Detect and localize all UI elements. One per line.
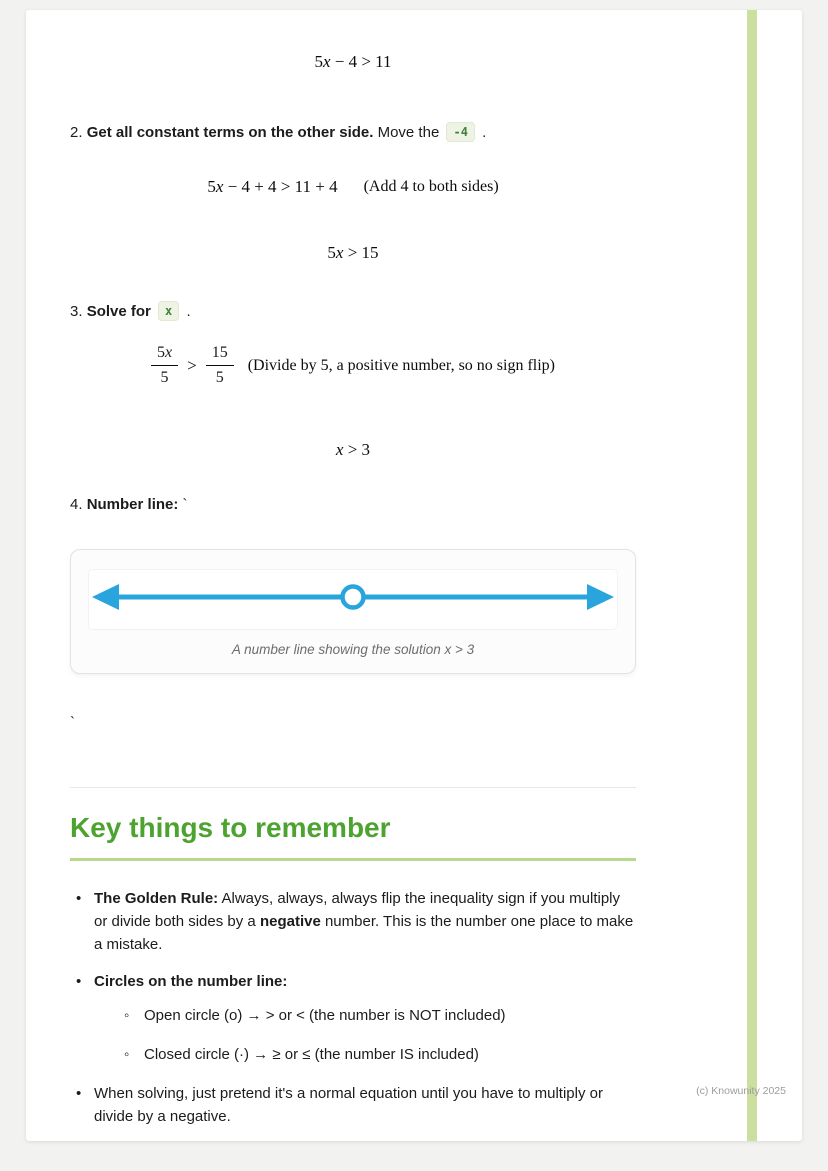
step-number: 2. bbox=[70, 124, 87, 141]
step-number: 4. bbox=[70, 496, 87, 513]
step-4 bbox=[70, 494, 636, 517]
number-line-figure bbox=[89, 570, 617, 629]
green-stripe bbox=[747, 10, 757, 1141]
bullet-text: Open circle (o) → > or < (the number is NOT included) bbox=[144, 1006, 506, 1024]
backtick-character: ` bbox=[182, 496, 188, 513]
circles-sub-list bbox=[122, 1004, 636, 1067]
fraction-numerator: 5x bbox=[151, 343, 178, 366]
equation-initial: 5x − 4 > 11 bbox=[314, 52, 392, 71]
greater-than-sign: > bbox=[187, 355, 197, 375]
fraction-denominator: 5 bbox=[160, 369, 169, 386]
number-line-card bbox=[70, 549, 636, 674]
sub-list-item-closed-circle bbox=[122, 1043, 636, 1066]
equation-add-4-row bbox=[70, 177, 636, 197]
bullet-text: number. This is the number one place to make a mistake. bbox=[94, 912, 634, 953]
document-paper bbox=[26, 10, 802, 1141]
step-text: Move the bbox=[373, 124, 444, 141]
step-text: . bbox=[182, 302, 191, 320]
inline-code-chip: -4 bbox=[446, 122, 474, 142]
bullet-text: Closed circle (·) → ≥ or ≤ (the number IS included) bbox=[144, 1045, 479, 1063]
bullet-text: When solving, just pretend it's a normal equation until you have to multiply or divide by a negative. bbox=[94, 1085, 603, 1126]
bullet-text: Always, always, always flip the inequality sign if you multiply or divide both sides by a bbox=[94, 889, 621, 930]
section-heading: Key things to remember bbox=[70, 811, 391, 843]
equation-simplified: 5x > 15 bbox=[327, 242, 379, 262]
section-divider bbox=[70, 787, 636, 788]
step-2 bbox=[70, 122, 636, 145]
fraction-left bbox=[151, 343, 178, 388]
list-item-golden-rule bbox=[70, 887, 636, 957]
fraction-numerator: 15 bbox=[206, 343, 234, 366]
key-points-list bbox=[70, 887, 636, 1129]
copyright-footer: (c) Knowunity 2025 bbox=[696, 1085, 786, 1097]
left-arrow-icon bbox=[92, 584, 119, 610]
right-arrow-icon bbox=[587, 584, 614, 610]
sub-list-item-open-circle bbox=[122, 1004, 636, 1027]
fraction-right bbox=[206, 343, 234, 388]
document-content bbox=[70, 52, 636, 1129]
math-note: (Divide by 5, a positive number, so no sign flip) bbox=[247, 356, 556, 374]
equation-divide-row bbox=[70, 343, 636, 388]
number-line-caption: A number line showing the solution x > 3 bbox=[231, 641, 475, 657]
step-text: . bbox=[477, 124, 487, 141]
step-3 bbox=[70, 301, 636, 324]
inline-code-chip: x bbox=[158, 301, 179, 321]
list-item-pretend-normal bbox=[70, 1082, 636, 1129]
step-bold-text: Get all constant terms on the other side. bbox=[86, 124, 374, 141]
bullet-bold-text: Circles on the number line: bbox=[94, 973, 288, 991]
heading-underline bbox=[70, 858, 636, 861]
fraction-denominator: 5 bbox=[215, 369, 224, 386]
step-number: 3. bbox=[70, 302, 87, 320]
list-item-circles bbox=[70, 970, 636, 1066]
number-line-svg bbox=[91, 576, 615, 618]
bullet-bold-text: The Golden Rule: bbox=[94, 889, 219, 907]
equation-solution: x > 3 bbox=[335, 440, 371, 459]
step-bold-text: Number line: bbox=[86, 496, 183, 513]
stray-backtick: ` bbox=[70, 713, 75, 731]
bullet-bold-text: negative bbox=[259, 912, 321, 930]
open-circle-marker bbox=[343, 586, 364, 607]
math-expression: 5x − 4 + 4 > 11 + 4 bbox=[207, 176, 338, 196]
step-bold-text: Solve for bbox=[86, 302, 156, 320]
math-note: (Add 4 to both sides) bbox=[363, 177, 499, 195]
